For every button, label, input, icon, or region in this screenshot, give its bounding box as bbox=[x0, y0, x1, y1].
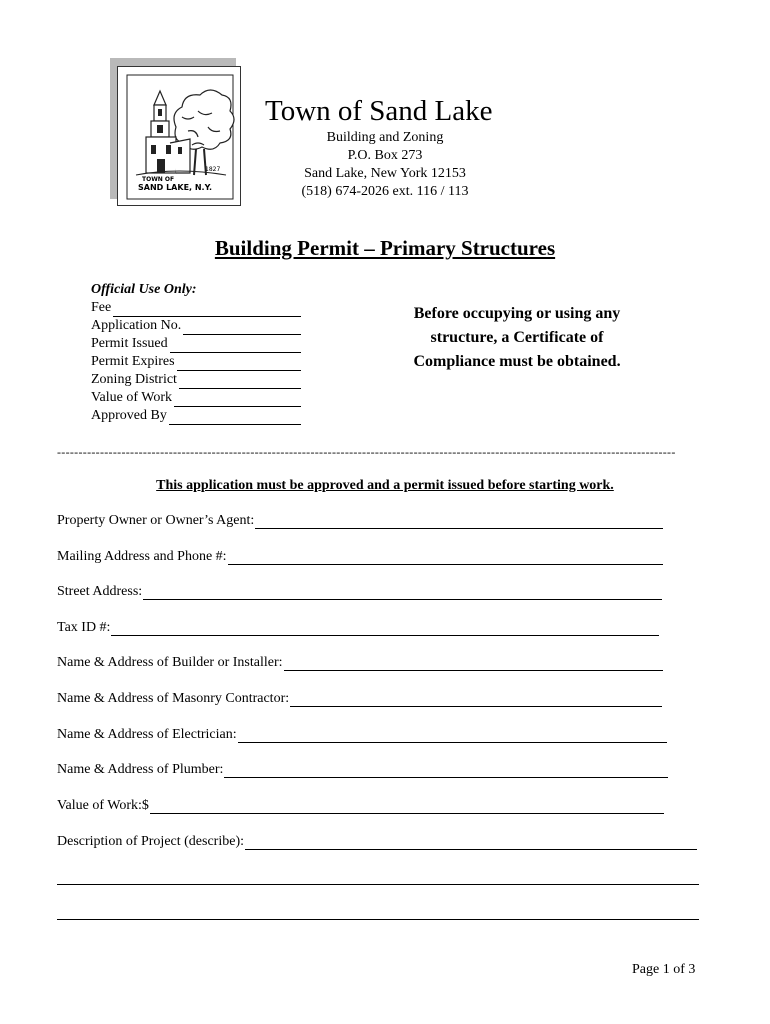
builder-field[interactable] bbox=[284, 656, 663, 671]
dept-line: Building and Zoning bbox=[326, 130, 444, 145]
street-address-row bbox=[57, 584, 662, 600]
mailing-address-label: Mailing Address and Phone #: bbox=[57, 549, 227, 564]
official-permit-issued-row: Permit Issued bbox=[91, 335, 301, 353]
official-approved-by-field[interactable] bbox=[169, 411, 301, 425]
form-title: Building Permit – Primary Structures bbox=[214, 236, 556, 260]
official-permit-expires-field[interactable] bbox=[177, 357, 301, 371]
description-row bbox=[57, 834, 697, 850]
mailing-address-field[interactable] bbox=[228, 550, 663, 565]
builder-row bbox=[57, 655, 663, 671]
plumber-field[interactable] bbox=[224, 763, 668, 778]
plumber-row bbox=[57, 762, 668, 778]
description-line-2[interactable] bbox=[57, 884, 699, 885]
electrician-field[interactable] bbox=[238, 728, 667, 743]
official-permit-expires-row: Permit Expires bbox=[91, 353, 301, 371]
mailing-address-row bbox=[57, 549, 663, 565]
street-address-label: Street Address: bbox=[57, 584, 143, 599]
official-approved-by-row: Approved By bbox=[91, 407, 301, 425]
official-fee-field[interactable] bbox=[113, 303, 301, 317]
masonry-field[interactable] bbox=[290, 692, 662, 707]
tax-id-label: Tax ID #: bbox=[57, 620, 111, 635]
description-line-3[interactable] bbox=[57, 919, 699, 920]
masonry-row bbox=[57, 691, 662, 707]
official-zoning-district-field[interactable] bbox=[179, 375, 301, 389]
value-of-work-label: Value of Work:$ bbox=[57, 798, 149, 813]
official-use-heading: Official Use Only: bbox=[91, 282, 197, 297]
official-permit-issued-field[interactable] bbox=[170, 339, 301, 353]
official-zoning-district-row: Zoning District bbox=[91, 371, 301, 389]
town-hall-drawing bbox=[118, 67, 242, 207]
electrician-label: Name & Address of Electrician: bbox=[57, 727, 237, 742]
official-application-no-row: Application No. bbox=[91, 317, 301, 335]
masonry-label: Name & Address of Masonry Contractor: bbox=[57, 691, 290, 706]
town-title: Town of Sand Lake bbox=[265, 95, 493, 127]
separator-dashes: ------------------------------------------------------------------------------------------------------------------------------------------------ bbox=[57, 445, 676, 459]
description-label: Description of Project (describe): bbox=[57, 834, 244, 849]
official-use-block bbox=[91, 281, 301, 425]
owner-agent-label: Property Owner or Owner’s Agent: bbox=[57, 513, 255, 528]
street-address-field[interactable] bbox=[143, 585, 662, 600]
phone-line: (518) 674-2026 ext. 116 / 113 bbox=[301, 184, 469, 199]
logo-text-line1: TOWN OF bbox=[142, 176, 175, 183]
value-of-work-row bbox=[57, 798, 664, 814]
tax-id-field[interactable] bbox=[111, 621, 659, 636]
official-value-of-work-row: Value of Work bbox=[91, 389, 301, 407]
logo-year: 1827 bbox=[205, 166, 221, 173]
logo-text-line2: SAND LAKE, N.Y. bbox=[138, 183, 213, 192]
pobox-line: P.O. Box 273 bbox=[347, 148, 423, 163]
certificate-notice: Before occupying or using any structure, a Certificate of Compliance must be obtained. bbox=[413, 305, 621, 370]
tax-id-row bbox=[57, 620, 659, 636]
value-of-work-field[interactable] bbox=[150, 799, 664, 814]
page-number: Page 1 of 3 bbox=[632, 962, 696, 977]
town-logo bbox=[117, 66, 241, 206]
electrician-row bbox=[57, 727, 667, 743]
description-field[interactable] bbox=[245, 835, 697, 850]
official-fee-row: Fee bbox=[91, 299, 301, 317]
owner-agent-row bbox=[57, 513, 663, 529]
owner-agent-field[interactable] bbox=[255, 514, 663, 529]
official-value-of-work-field[interactable] bbox=[174, 393, 301, 407]
city-line: Sand Lake, New York 12153 bbox=[304, 166, 466, 181]
builder-label: Name & Address of Builder or Installer: bbox=[57, 655, 283, 670]
official-application-no-field[interactable] bbox=[183, 321, 301, 335]
plumber-label: Name & Address of Plumber: bbox=[57, 762, 224, 777]
approval-note: This application must be approved and a permit issued before starting work. bbox=[156, 478, 614, 493]
